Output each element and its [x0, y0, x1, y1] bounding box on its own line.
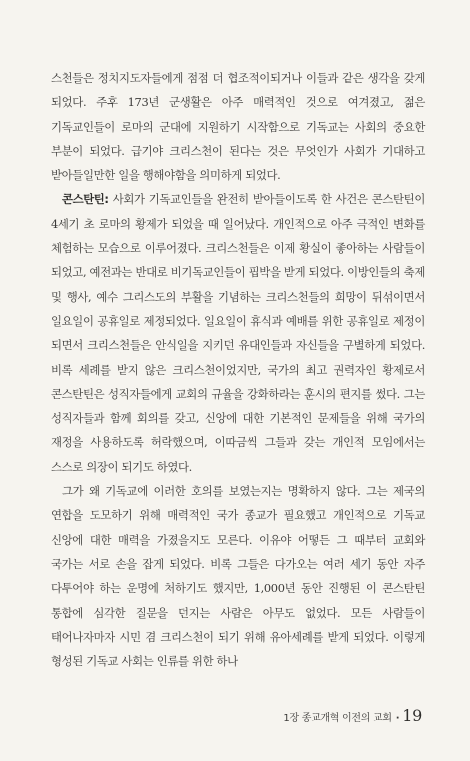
paragraph-2-text: 사회가 기독교인들을 완전히 받아들이도록 한 사건은 콘스탄틴이 4세기 초 로마의 황제가 되었을 때 일어났다. 개인적으로 아주 극적인 변화를 체험하는 모습으로 이루어졌다. 크리스천들은 이제 황실이 좋아하는 사람들이 되었고, 예전과는 반대로 비기독교인들이 핍박을 받게 되었다. 이방인들의 축제 및 행사, 예수 그리스도의 부활을 기념하는 크리스천들의 희망이 뒤섞이면서 일요일이 공휴일로 제정되었다. 일요일이 휴식과 예배를 위한 공휴일로 제정이 되면서 크리스천들은 안식일을 지키던 유대인들과 자신들을 구별하게 되었다. 비록 세례를 받지 않은 크리스천이었지만, 국가의 최고 권력자인 황제로서 콘스탄틴은 성직자들에게 교회의 규율을 강화하라는 훈시의 편지를 썼다. 그는 성직자들과 함께 회의를 갖고, 신앙에 대한 기본적인 문제들을 위해 국가의 재정을 사용하도록 허락했으며, 이따금씩 그들과 갖는 개인적 모임에서는 스스로 의장이 되기도 하였다.	[51, 192, 425, 474]
chapter-title: 1장 종교개혁 이전의 교회	[283, 713, 392, 724]
paragraph-3-text: 그가 왜 기독교에 이러한 호의를 보였는지는 명확하지 않다. 그는 제국의 연합을 도모하기 위해 매력적인 국가 종교가 필요했고 개인적으로 기독교 신앙에 대한 매력을 가졌을지도 모른다. 이유야 어떻든 그 때부터 교회와 국가는 서로 손을 잡게 되었다. 비록 그들은 다가오는 여러 세기 동안 자주 다투어야 하는 운명에 처하기도 했지만, 1,000년 동안 진행된 이 콘스탄틴 통합에 심각한 질문을 던지는 사람은 아무도 없었다. 모든 사람들이 태어나자마자 시민 겸 크리스천이 되기 위해 유아세례를 받게 되었다. 이렇게 형성된 기독교 사회는 인류를 위한 하나	[51, 484, 425, 669]
footer-separator: ·	[395, 713, 400, 724]
page-number: 19	[402, 706, 422, 725]
paragraph-1	[51, 66, 425, 187]
running-footer	[283, 706, 422, 725]
paragraph-2-term: 콘스탄틴:	[62, 192, 109, 207]
body-text	[51, 66, 425, 673]
paragraph-3	[51, 479, 425, 673]
paragraph-1-text: 스천들은 정치지도자들에게 점점 더 협조적이되거나 이들과 같은 생각을 갖게 되었다. 주후 173년 군생활은 아주 매력적인 것으로 여겨졌고, 젊은 기독교인들이 로마의 군대에 지원하기 시작함으로 기독교는 사회의 중요한 부분이 되었다. 급기야 크리스천이 된다는 것은 무엇인가 사회가 기대하고 받아들일만한 일을 행해야함을 의미하게 되었다.	[51, 71, 425, 183]
paragraph-2	[51, 187, 425, 479]
